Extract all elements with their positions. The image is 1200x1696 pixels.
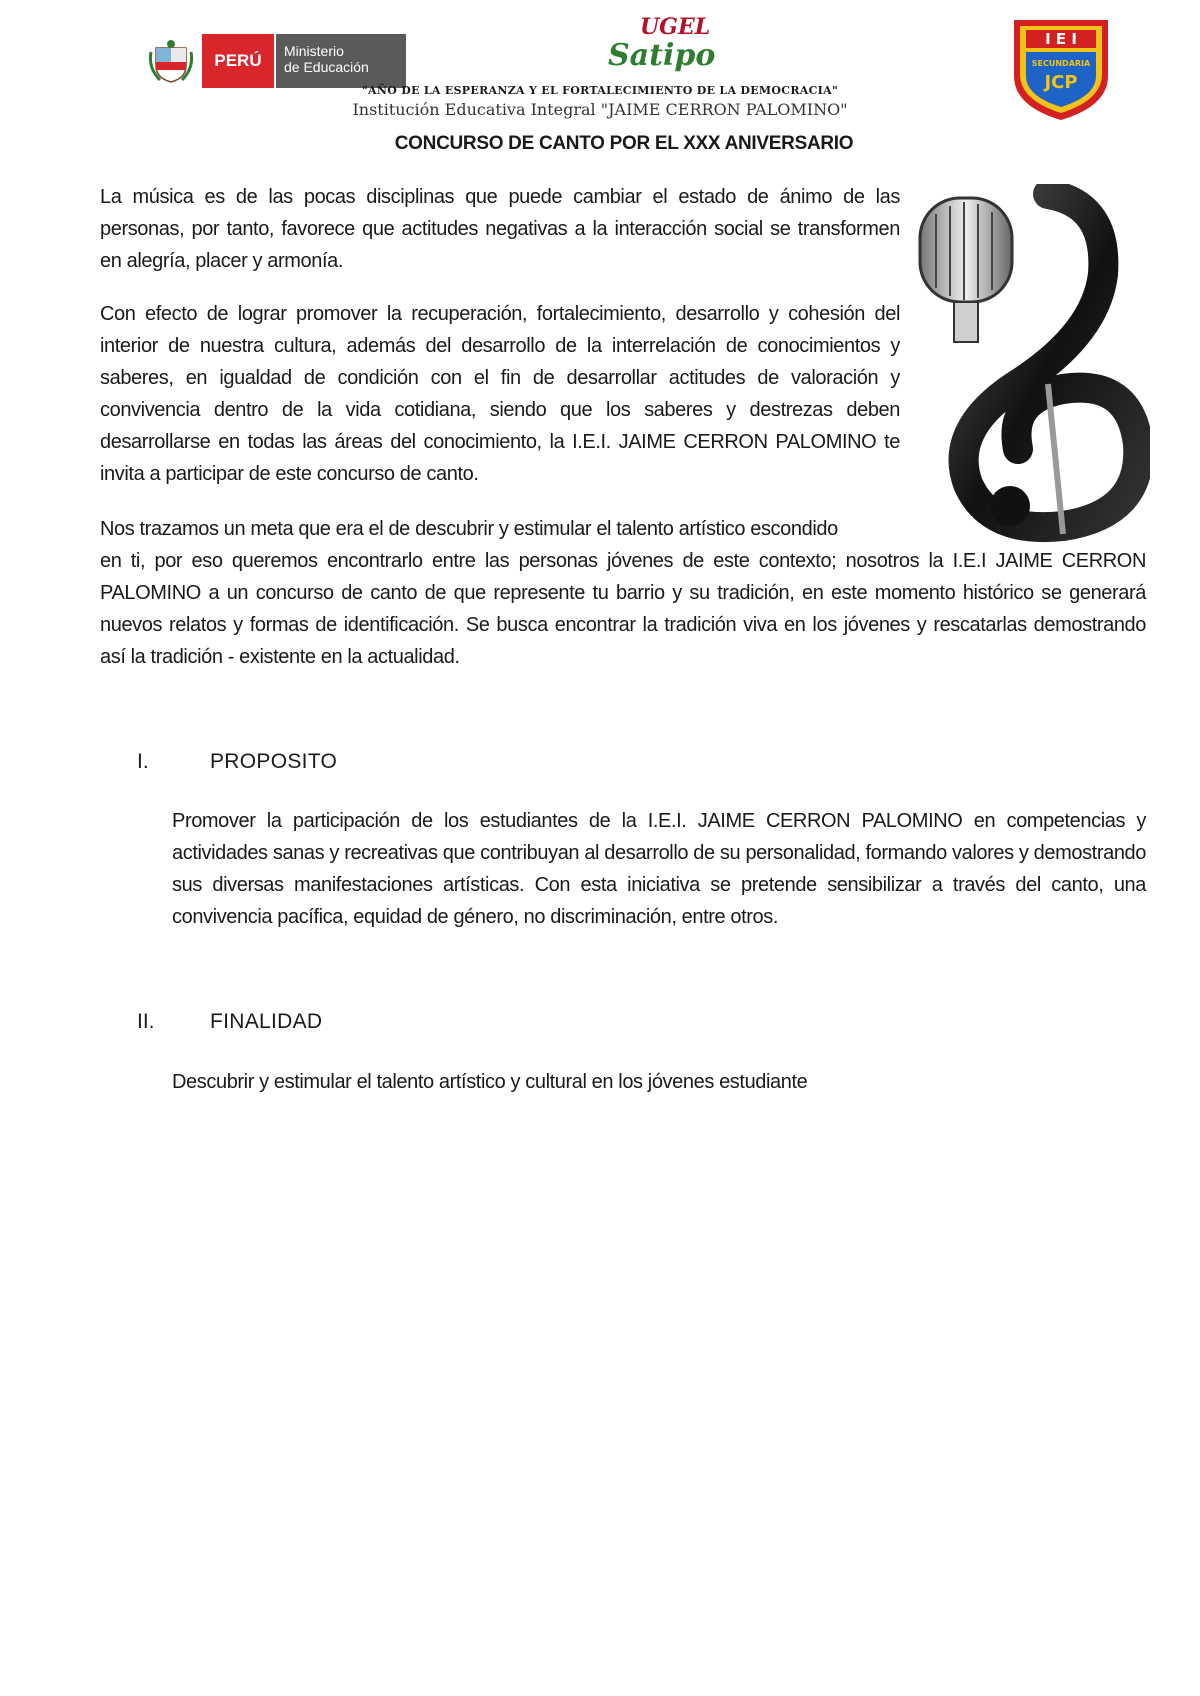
section-2-text: Descubrir y estimular el talento artístico y cultural en los jóvenes estudiante xyxy=(172,1071,808,1093)
section-2-title: FINALIDAD xyxy=(210,1010,323,1033)
badge-top-text: I E I xyxy=(1045,30,1077,48)
year-motto: "AÑO DE LA ESPERANZA Y EL FORTALECIMIENTO DE LA DEMOCRACIA" xyxy=(362,84,838,97)
badge-arc-text: SECUNDARIA xyxy=(1031,59,1091,68)
peru-label: PERÚ xyxy=(202,34,274,88)
institution-name: Institución Educativa Integral "JAIME CERRON PALOMINO" xyxy=(352,100,848,119)
ugel-logo xyxy=(600,14,750,78)
badge-center-text: JCP xyxy=(1044,72,1078,93)
ugel-line2: Satipo xyxy=(608,38,716,73)
minedu-logo xyxy=(148,34,406,88)
intro-paragraph-3-rest: en ti, por eso queremos encontrarlo entre las personas jóvenes de este contexto; nosotros la I.E.I JAIME CERRON PALOMINO a un concurso de canto de que represente tu barrio y su tradición, en este momento histórico se generará nuevos relatos y formas de identificación. Se busca encontrar la tradición viva en los jóvenes y rescatarlas demostrando así la tradición - existente en la actualidad. xyxy=(100,550,1146,668)
section-2-number: II. xyxy=(137,1010,155,1033)
section-1-title: PROPOSITO xyxy=(210,750,338,773)
intro-paragraph-1: La música es de las pocas disciplinas que puede cambiar el estado de ánimo de las personas, por tanto, favorece que actitudes negativas a la interacción social se transformen en alegría, placer y armonía. xyxy=(100,186,900,272)
school-shield-badge-icon xyxy=(1006,14,1116,124)
microphone-treble-clef-icon xyxy=(898,184,1150,546)
peru-coat-of-arms-icon xyxy=(148,38,194,84)
minedu-line2: de Educación xyxy=(284,59,369,75)
section-1-text: Promover la participación de los estudiantes de la I.E.I. JAIME CERRON PALOMINO en competencias y actividades sanas y recreativas que contribuyan al desarrollo de su personalidad, formando valores y demostrando sus diversas manifestaciones artísticas. Con esta iniciativa se pretende sensibilizar a través del canto, una convivencia pacífica, equidad de género, no discriminación, entre otros. xyxy=(172,810,1146,928)
intro-paragraph-2: Con efecto de lograr promover la recuperación, fortalecimiento, desarrollo y cohesión del interior de nuestra cultura, además del desarrollo de la interrelación de conocimientos y saberes, en igualdad de condición con el fin de desarrollar actitudes de valoración y convivencia dentro de la vida cotidiana, siendo que los saberes y destrezas deben desarrollarse en todas las áreas del conocimiento, la I.E.I. JAIME CERRON PALOMINO te invita a participar de este concurso de canto. xyxy=(100,303,900,485)
minedu-line1: Ministerio xyxy=(284,43,344,59)
section-1-number: I. xyxy=(137,750,149,773)
minedu-name xyxy=(276,34,406,88)
ugel-line1: UGEL xyxy=(640,14,711,40)
intro-paragraph-3-line1: Nos trazamos un meta que era el de descubrir y estimular el talento artístico escondido xyxy=(100,518,838,540)
page-title: CONCURSO DE CANTO POR EL XXX ANIVERSARIO xyxy=(394,133,854,154)
